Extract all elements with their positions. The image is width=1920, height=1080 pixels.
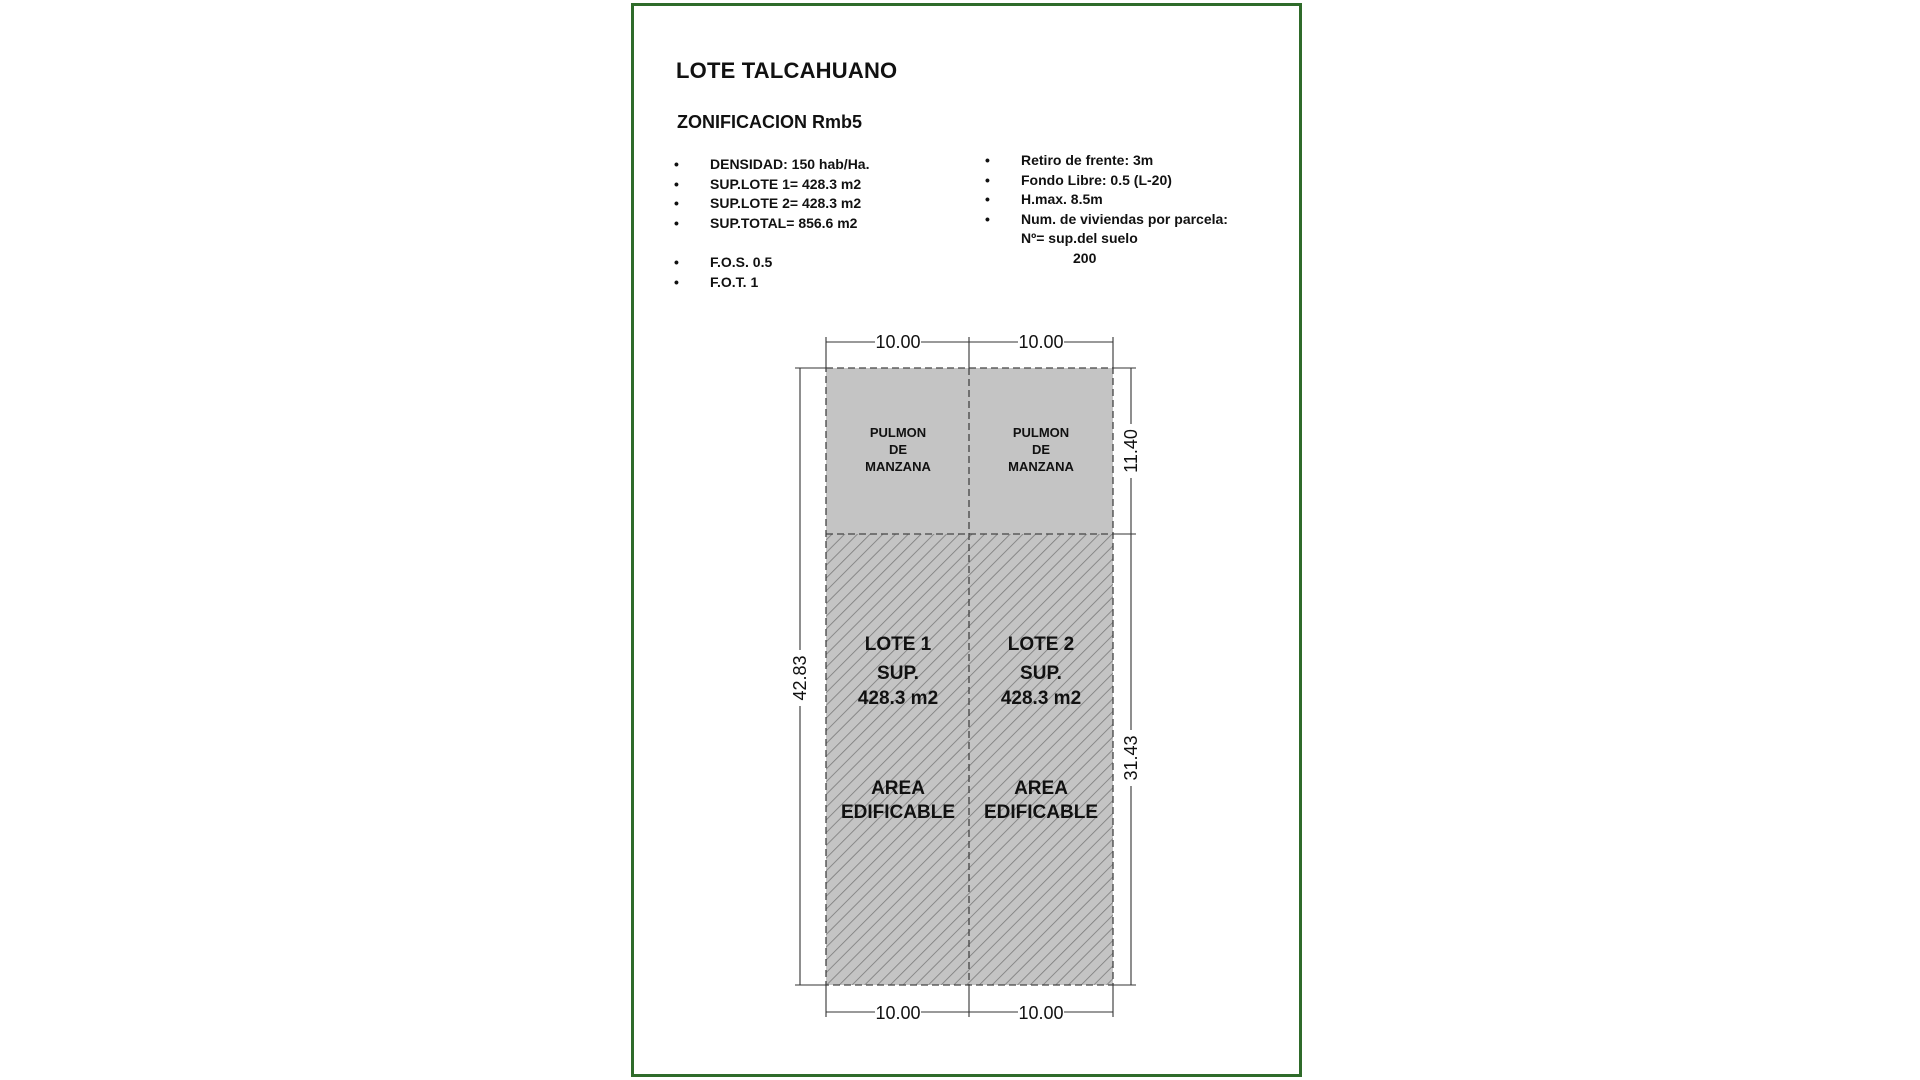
spec-total-label: SUP.TOTAL= [710, 214, 799, 231]
lot1-area-line1: AREA [871, 778, 925, 799]
lot2-sup-value: 428.3 m2 [1000, 688, 1082, 709]
buildable-area-lot1 [826, 534, 969, 985]
dim-bottom-lot2: 10.00 [1018, 1003, 1064, 1023]
lot1-pulmon-line1: PULMON [869, 425, 927, 440]
lot1-sup-value: 428.3 m2 [857, 688, 939, 709]
buildable-area-lot2 [969, 534, 1113, 985]
lot1-area-line2: EDIFICABLE [841, 802, 955, 823]
lot2-pulmon-line2: DE [1031, 442, 1051, 457]
lot1-pulmon-line2: DE [888, 442, 908, 457]
dim-top-lot1: 10.00 [875, 332, 921, 352]
lot2-area-line2: EDIFICABLE [984, 802, 1098, 823]
lot-plan-drawing [634, 6, 1299, 1074]
lot2-name: LOTE 2 [1007, 634, 1075, 655]
spec-fos: • F.O.S. 0.5 [674, 253, 772, 273]
zoning-heading: ZONIFICACION Rmb5 [677, 112, 863, 132]
dim-pulmon-depth: 11.40 [1121, 429, 1141, 473]
spec-rear-free: • Fondo Libre: 0.5 (L-20) [985, 171, 1228, 191]
lot1-pulmon-line3: MANZANA [865, 459, 931, 474]
spec-dwellings-divisor: 200 [1073, 249, 1097, 266]
spec-total-value: 856.6 m2 [798, 214, 858, 231]
lot2-area-line1: AREA [1014, 778, 1068, 799]
dim-total-depth: 42.83 [790, 655, 810, 701]
lot2-pulmon-line1: PULMON [1012, 425, 1070, 440]
lot1-sup-label: SUP. [877, 663, 919, 684]
page-title: LOTE TALCAHUANO [676, 58, 898, 83]
lot2-sup-label: SUP. [1020, 663, 1062, 684]
dim-buildable-depth: 31.43 [1121, 735, 1141, 781]
spec-lot2-area: • SUP.LOTE 2= 428.3 m2 [674, 194, 869, 214]
spec-setback: • Retiro de frente: 3m [985, 151, 1228, 171]
plan-sheet [631, 3, 1302, 1077]
spec-fot: • F.O.T. 1 [674, 273, 772, 293]
spec-dwellings-formula: Nº= sup.del suelo [1021, 230, 1138, 246]
spec-lot1-area: • SUP.LOTE 1= 428.3 m2 [674, 175, 869, 195]
dim-top-lot2: 10.00 [1018, 332, 1064, 352]
spec-max-height: • H.max. 8.5m [985, 190, 1228, 210]
spec-density: • DENSIDAD: 150 hab/Ha. [674, 155, 869, 175]
lot2-pulmon-line3: MANZANA [1008, 459, 1074, 474]
lot1-name: LOTE 1 [864, 634, 932, 655]
spec-dwellings: • Num. de viviendas por parcela: [985, 210, 1228, 230]
dim-bottom-lot1: 10.00 [875, 1003, 921, 1023]
